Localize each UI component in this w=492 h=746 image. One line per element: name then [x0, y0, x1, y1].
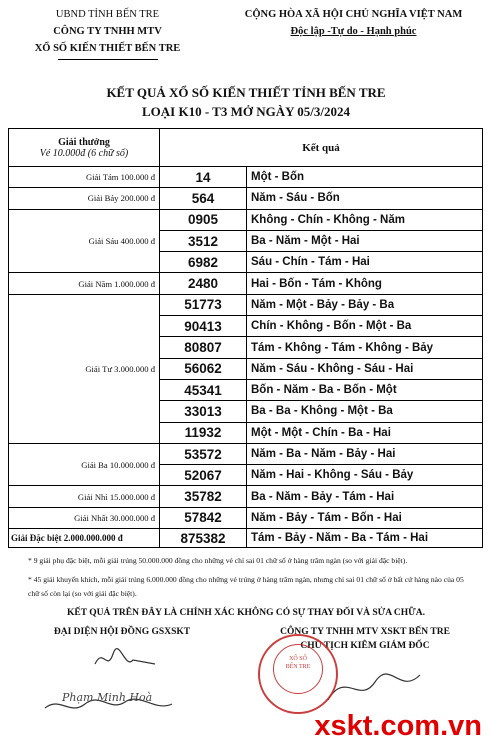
result-row — [9, 209, 483, 230]
prize-label: Giải Bảy 200.000 đ — [9, 188, 160, 209]
number-in-words: Năm - Sáu - Không - Sáu - Hai — [247, 358, 483, 379]
result-row — [9, 443, 483, 464]
state-motto: Độc lập -Tự do - Hạnh phúc — [290, 26, 417, 37]
winning-number: 80807 — [160, 337, 247, 358]
result-row — [9, 529, 483, 548]
prize-label: Giải Ba 10.000.000 đ — [9, 443, 160, 486]
winning-number: 875382 — [160, 529, 247, 548]
winning-number: 14 — [160, 167, 247, 188]
winning-number: 57842 — [160, 507, 247, 528]
note-2: * 45 giải khuyến khích, mỗi giải trúng 6.000.000 đồng cho những vé trúng ở hàng trăm ngàn, nhưng chỉ sai 01 chữ số ở bất cứ hàng nào của 05 chữ số còn lại (so với giải đặc biệt). — [28, 575, 464, 598]
signature-left-mark — [85, 642, 165, 677]
sign-left-title: ĐẠI DIỆN HỘI ĐỒNG GSXSKT — [53, 627, 191, 637]
col-prize-label: Giải thưởng — [58, 136, 110, 148]
result-row — [9, 294, 483, 315]
number-in-words: Ba - Năm - Bảy - Tám - Hai — [247, 486, 483, 507]
winning-number: 2480 — [160, 273, 247, 294]
state-name: CỘNG HÒA XÃ HỘI CHỦ NGHĨA VIỆT NAM — [244, 9, 463, 20]
number-in-words: Năm - Ba - Năm - Bảy - Hai — [247, 443, 483, 464]
number-in-words: Tám - Không - Tám - Không - Bảy — [247, 337, 483, 358]
winning-number: 51773 — [160, 294, 247, 315]
col-prize-header — [9, 129, 160, 167]
results-table — [8, 128, 483, 548]
stamp-inner: XỔ SỐ BẾN TRE — [273, 644, 323, 694]
state-header — [215, 6, 492, 40]
prize-label: Giải Nhì 15.000.000 đ — [9, 486, 160, 507]
number-in-words: Tám - Bảy - Năm - Ba - Tám - Hai — [247, 529, 483, 548]
winning-number: 11932 — [160, 422, 247, 443]
winning-number: 90413 — [160, 316, 247, 337]
col-prize-sub: Vé 10.000đ (6 chữ số) — [39, 147, 129, 159]
note-1: * 9 giải phụ đặc biệt, mỗi giải trúng 50.000.000 đồng cho những vé chỉ sai 01 chữ số ở hàng trăm ngàn (so với giải đặc biệt). — [28, 556, 408, 565]
org-header — [0, 6, 215, 57]
winning-number: 52067 — [160, 465, 247, 486]
number-in-words: Bốn - Năm - Ba - Bốn - Một — [247, 379, 483, 400]
col-result-header: Kết quả — [160, 129, 483, 167]
number-in-words: Sáu - Chín - Tám - Hai — [247, 252, 483, 273]
sign-right-title: CÔNG TY TNHH MTV XSKT BẾN TRE — [280, 627, 450, 637]
signer-name-left: Phạm Minh Hoà — [62, 691, 153, 704]
number-in-words: Ba - Ba - Không - Một - Ba — [247, 401, 483, 422]
number-in-words: Chín - Không - Bốn - Một - Ba — [247, 316, 483, 337]
page-title: KẾT QUẢ XỔ SỐ KIẾN THIẾT TỈNH BẾN TRE — [106, 85, 386, 100]
winning-number: 3512 — [160, 230, 247, 251]
number-in-words: Không - Chín - Không - Năm — [247, 209, 483, 230]
number-in-words: Một - Một - Chín - Ba - Hai — [247, 422, 483, 443]
company-stamp — [258, 634, 338, 714]
prize-label: Giải Tư 3.000.000 đ — [9, 294, 160, 443]
site-watermark: xskt.com.vn — [314, 710, 482, 742]
number-in-words: Năm - Hai - Không - Sáu - Bảy — [247, 465, 483, 486]
number-in-words: Hai - Bốn - Tám - Không — [247, 273, 483, 294]
divider — [58, 59, 158, 60]
confirmation-text: KẾT QUẢ TRÊN ĐÂY LÀ CHÍNH XÁC KHÔNG CÓ SỰ THAY ĐỔI VÀ SỬA CHỮA. — [67, 608, 425, 618]
number-in-words: Ba - Năm - Một - Hai — [247, 230, 483, 251]
result-row — [9, 486, 483, 507]
number-in-words: Năm - Sáu - Bốn — [247, 188, 483, 209]
prize-label: Giải Năm 1.000.000 đ — [9, 273, 160, 294]
draw-info: LOẠI K10 - T3 MỞ NGÀY 05/3/2024 — [141, 104, 350, 119]
winning-number: 0905 — [160, 209, 247, 230]
result-row — [9, 167, 483, 188]
number-in-words: Năm - Một - Bảy - Bảy - Ba — [247, 294, 483, 315]
winning-number: 35782 — [160, 486, 247, 507]
winning-number: 564 — [160, 188, 247, 209]
result-row — [9, 273, 483, 294]
winning-number: 56062 — [160, 358, 247, 379]
winning-number: 33013 — [160, 401, 247, 422]
winning-number: 6982 — [160, 252, 247, 273]
org-name: XỔ SỐ KIẾN THIẾT BẾN TRE — [34, 43, 181, 54]
org-province: UBND TỈNH BẾN TRE — [55, 9, 160, 20]
prize-label: Giải Sáu 400.000 đ — [9, 209, 160, 273]
result-row — [9, 507, 483, 528]
winning-number: 53572 — [160, 443, 247, 464]
number-in-words: Năm - Bảy - Tám - Bốn - Hai — [247, 507, 483, 528]
prize-label: Giải Nhất 30.000.000 đ — [9, 507, 160, 528]
result-row — [9, 188, 483, 209]
org-company: CÔNG TY TNHH MTV — [53, 26, 162, 37]
winning-number: 45341 — [160, 379, 247, 400]
prize-label: Giải Tám 100.000 đ — [9, 167, 160, 188]
number-in-words: Một - Bốn — [247, 167, 483, 188]
sign-right-sub: CHỦ TỊCH KIÊM GIÁM ĐỐC — [300, 641, 430, 651]
prize-label: Giải Đặc biệt 2.000.000.000 đ — [9, 529, 160, 548]
